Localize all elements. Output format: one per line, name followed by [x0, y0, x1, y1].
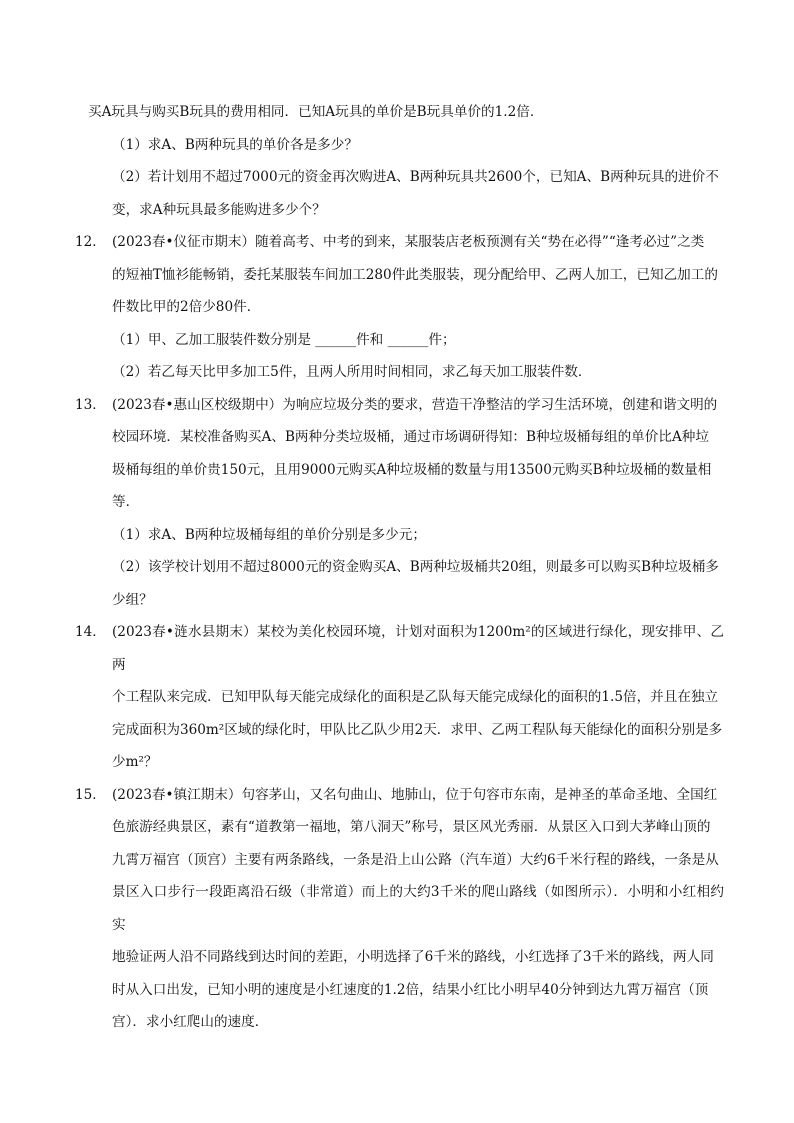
problem-text-line: 少m²？ [112, 754, 158, 770]
problem-text-line: 时从入口出发，已知小明的速度是小红速度的1.2倍，结果小红比小明早40分钟到达九霄万福宫（顶 [112, 981, 709, 998]
problem-15 [75, 779, 724, 1039]
problem-11-text-line: 买A玩具与购买B玩具的费用相同．已知A玩具的单价是B玩具单价的1.2倍． [88, 104, 544, 120]
problem-text-line: 个工程队来完成．已知甲队每天能完成绿化的面积是乙队每天能完成绿化的面积的1.5倍，并且在独立 [112, 689, 719, 705]
problem-text-line: (2023春•仪征市期末）随着高考、中考的到来，某服装店老板预测有关“势在必得”“逢考必过”之类 [112, 234, 705, 250]
problem-text-line: 件数比甲的2倍少80件． [112, 299, 261, 315]
problem-sub-question: （1）求A、B两种垃圾桶每组的单价分别是多少元； [112, 526, 426, 543]
problem-text-line: 校园环境．某校准备购买A、B两种分类垃圾桶，通过市场调研得知：B种垃圾桶每组的单价比A种垃 [112, 429, 709, 445]
problem-14 [75, 616, 724, 779]
problem-text-line: (2023春•涟水县期末）某校为美化校园环境，计划对面积为1200m²的区域进行绿化，现安排甲、乙两 [112, 624, 724, 673]
problem-text-line: (2023春•镇江期末）句容茅山，又名句曲山、地肺山，位于句容市东南，是神圣的革命圣地、全国红 [112, 786, 718, 803]
problem-text-line: (2023春•惠山区校级期中）为响应垃圾分类的要求，营造干净整洁的学习生活环境，创建和谐文明的 [112, 396, 718, 413]
problem-number: 14． [75, 624, 106, 640]
problem-sub-question: （2）若乙每天比甲多加工5件，且两人所用时间相同，求乙每天加工服装件数． [112, 364, 592, 380]
problem-11-continuation [88, 96, 724, 226]
problem-11-sub-1: （1）求A、B两种玩具的单价各是多少？ [112, 136, 358, 153]
problem-11-sub-2-line-2: 变，求A种玩具最多能购进多少个？ [112, 201, 326, 218]
problem-sub-question: （2）该学校计划用不超过8000元的资金购买A、B两种垃圾桶共20组，则最多可以购买B种垃圾桶多 [112, 559, 719, 575]
problem-text-line: 色旅游经典景区，素有“道教第一福地，第八洞天”称号，景区风光秀丽．从景区入口到大茅峰山顶的 [112, 819, 711, 835]
problem-text-line: 完成面积为360m²区域的绿化时，甲队比乙队少用2天．求甲、乙两工程队每天能绿化的面积分别是多 [112, 721, 723, 738]
problem-text-line: 宫）．求小红爬山的速度． [112, 1014, 269, 1030]
problem-sub-question: （1）甲、乙加工服装件数分别是 ______件和 ______件； [112, 331, 456, 348]
problem-11-sub-2-line-1: （2）若计划用不超过7000元的资金再次购进A、B两种玩具共2600个，已知A、B两种玩具的进价不 [112, 169, 719, 185]
problem-number: 13． [75, 396, 106, 413]
problem-number: 15． [75, 786, 106, 803]
problem-sub-question: 少组？ [112, 591, 153, 608]
problem-text-line: 圾桶每组的单价贵150元，且用9000元购买A种垃圾桶的数量与用13500元购买B种垃圾桶的数量相 [112, 461, 712, 478]
page-content [75, 96, 724, 1039]
problem-text-line: 地验证两人沿不同路线到达时间的差距，小明选择了6千米的路线，小红选择了3千米的路线，两人同 [112, 949, 714, 965]
problem-13 [75, 389, 724, 617]
problem-number: 12． [75, 234, 106, 250]
problem-12 [75, 226, 724, 389]
problem-text-line: 九霄万福宫（顶宫）主要有两条路线，一条是沿上山公路（汽车道）大约6千米行程的路线，一条是从 [112, 851, 719, 868]
problem-text-line: 景区入口步行一段距离沿石级（非常道）而上的大约3千米的爬山路线（如图所示）．小明和小红相约实 [112, 884, 724, 933]
problem-text-line: 的短袖T恤衫能畅销，委托某服装车间加工280件此类服装，现分配给甲、乙两人加工，已知乙加工的 [112, 266, 718, 283]
problem-text-line: 等． [112, 494, 140, 510]
